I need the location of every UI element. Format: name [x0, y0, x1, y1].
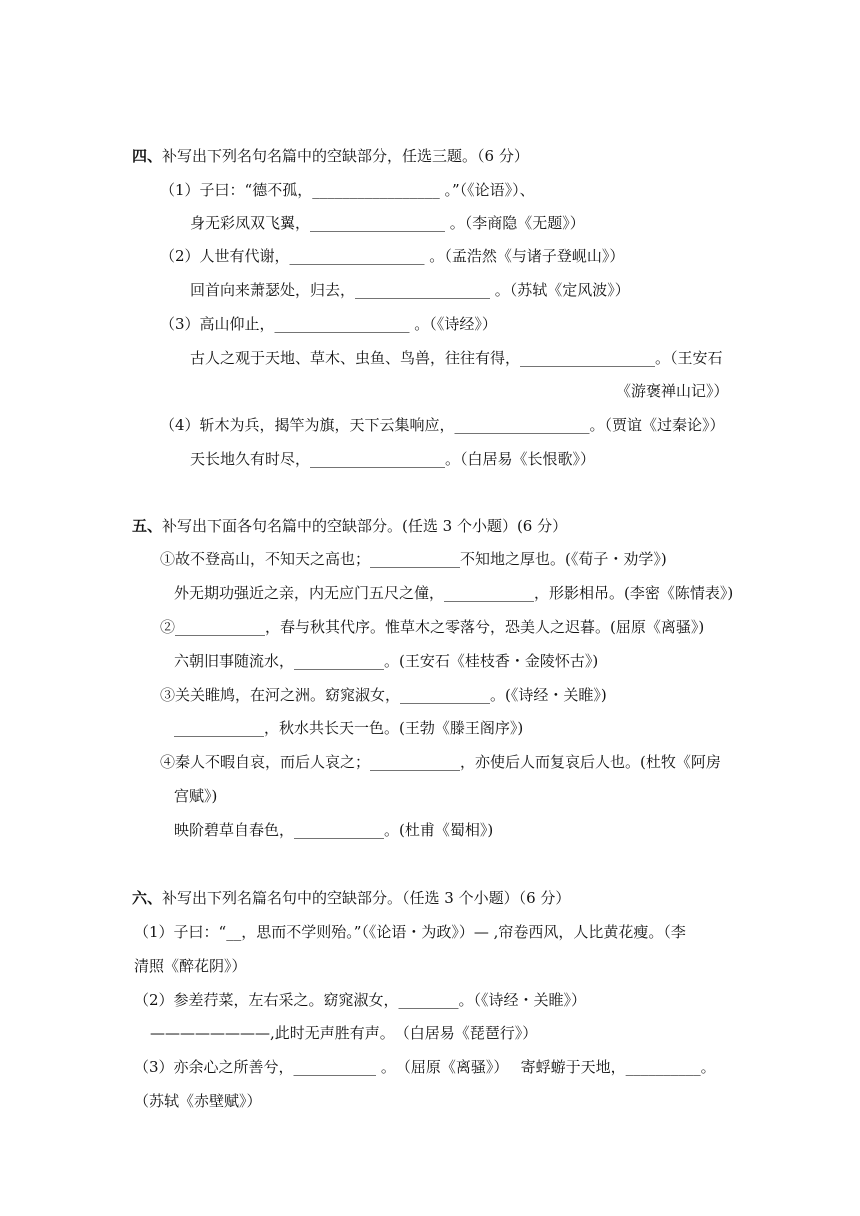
section-6-title: 补写出下列名篇名句中的空缺部分。（任选 3 个小题）（6 分） — [162, 889, 571, 907]
section-4-line: 身无彩凤双飞翼，__________________ 。（李商隐《无题》） — [190, 214, 585, 232]
section-4-line: 回首向来萧瑟处，归去，__________________ 。（苏轼《定风波》） — [190, 281, 630, 299]
section-6-number: 六、 — [132, 889, 163, 907]
section-6-line: （1）子曰：“__，思而不学则殆。”（《论语・为政》）— ,帘卷西风，人比黄花瘦。（李 — [134, 923, 686, 941]
section-5-title: 补写出下面各句名篇中的空缺部分。(任选 3 个小题）(6 分） — [162, 517, 568, 535]
section-5-line: ④秦人不暇自哀，而后人哀之；____________，亦使后人而复哀后人也。(杜牧《阿房 — [160, 753, 721, 771]
section-5-line: ②____________，春与秋其代序。惟草木之零落兮，恐美人之迟暮。(屈原《离骚》) — [160, 618, 705, 636]
section-6-heading — [132, 888, 570, 908]
section-5-line: ①故不登高山，不知天之高也；____________不知地之厚也。(《荀子・劝学》) — [160, 550, 667, 568]
section-5-line: 六朝旧事随流水，____________。(王安石《桂枝香・金陵怀古》) — [174, 652, 599, 670]
section-6-line: ————————,此时无声胜有声。 （白居易《琵琶行》） — [150, 1024, 538, 1042]
section-6-line: （2）参差荇菜，左右采之。窈窕淑女，________。（《诗经・关睢》） — [134, 991, 587, 1009]
section-5-line: ____________，秋水共长天一色。(王勃《滕王阁序》) — [174, 719, 524, 737]
section-6-line: （3）亦余心之所善兮，___________ 。 （屈原《离骚》） 寄蜉蝣于天地，__________。 — [134, 1058, 716, 1076]
section-5-line: 外无期功强近之亲，内无应门五尺之僮，____________，形影相吊。(李密《陈情表》) — [174, 584, 734, 602]
section-4-number: 四、 — [132, 147, 163, 165]
section-6-line: （苏轼《赤壁赋》） — [134, 1092, 262, 1110]
section-4-line: （3）高山仰止，__________________ 。（《诗经》） — [160, 315, 497, 333]
section-4-line: （1）子曰：“德不孤，_________________ 。”（《论语》）、 — [160, 181, 535, 199]
section-4-line: （2）人世有代谢，__________________ 。（孟浩然《与诸子登岘山》） — [160, 247, 625, 265]
section-4-heading — [132, 146, 529, 166]
section-4-line: 古人之观于天地、草木、虫鱼、鸟兽，往往有得，__________________。（王安石 — [190, 349, 723, 367]
section-5-number: 五、 — [132, 517, 163, 535]
section-5-line: ③关关睢鸠，在河之洲。窈窕淑女，____________。(《诗经・关睢》) — [160, 686, 607, 704]
section-6-line: 清照《醉花阴》） — [134, 957, 247, 975]
section-4-title: 补写出下列名句名篇中的空缺部分，任选三题。（6 分） — [162, 147, 529, 165]
section-5-line: 映阶碧草自春色，____________。(杜甫《蜀相》) — [174, 821, 494, 839]
section-4-line: 《游褒禅山记》） — [616, 382, 729, 400]
section-4-line: （4）斩木为兵，揭竿为旗，天下云集响应，__________________。（贾谊《过秦论》） — [160, 416, 725, 434]
section-5-line: 宫赋》) — [174, 787, 218, 805]
section-5-heading — [132, 516, 567, 536]
section-4-line: 天长地久有时尽，__________________。（白居易《长恨歌》） — [190, 450, 596, 468]
